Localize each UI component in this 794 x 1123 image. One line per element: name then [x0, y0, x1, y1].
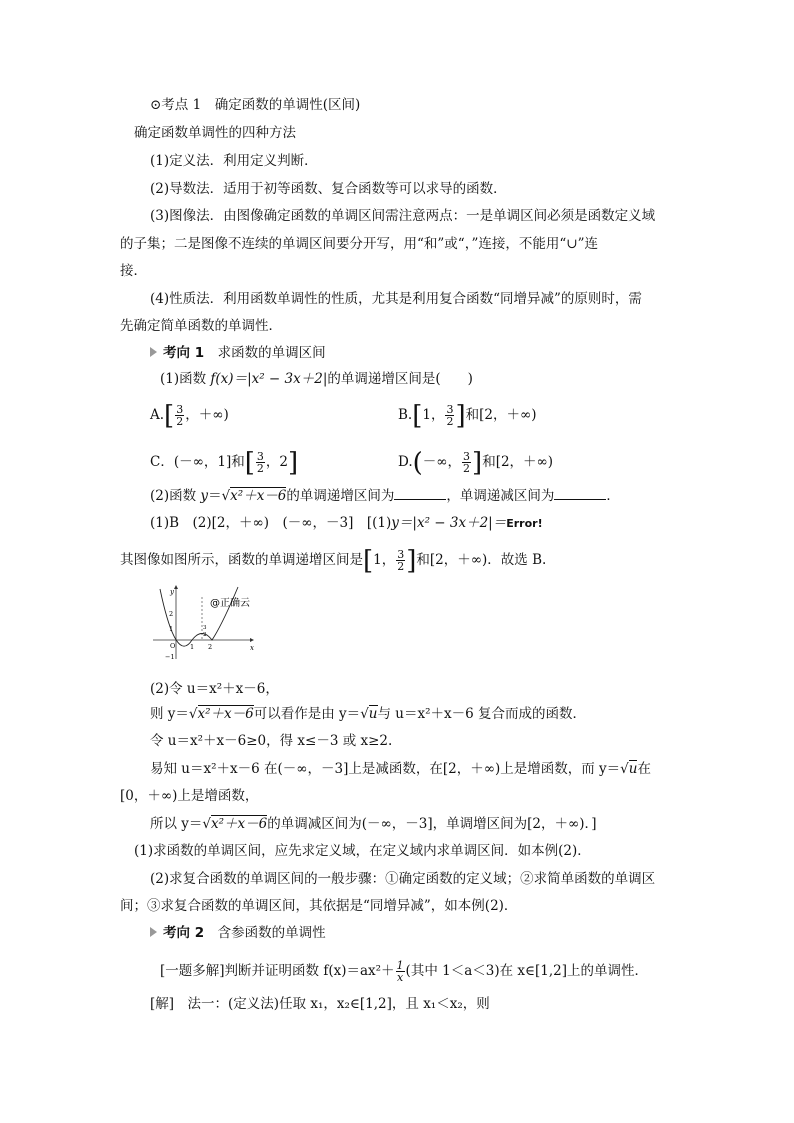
sol2-l2-u: u — [368, 706, 378, 722]
method-1: (1)定义法．利用定义判断． — [150, 153, 318, 169]
option-b-part-2: 和[2，＋∞) — [465, 407, 537, 423]
q2-prefix: (2)函数 — [150, 488, 201, 504]
answer-blank-2[interactable] — [554, 487, 606, 500]
triangle-marker-icon — [150, 927, 157, 937]
q1-stem-suffix: 的单调递增区间是( ) — [327, 371, 473, 387]
methods-heading: 确定函数单调性的四种方法 — [134, 125, 296, 141]
option-c-fraction: $\frac{3}{2}$ — [256, 450, 264, 475]
direction-2-label: 考向 2 — [163, 925, 205, 941]
graph-caption-fraction: $\frac{3}{2}$ — [397, 548, 405, 573]
q2-part-1: 的单调递增区间为 — [286, 488, 395, 504]
option-b: B.[1， $\frac{3}{2}$ ]和[2，＋∞) — [398, 401, 537, 431]
direction-2-title: 含参函数的单调性 — [217, 925, 326, 941]
option-c-label: C． — [150, 454, 174, 470]
frac-3-2-den: 2 — [203, 632, 207, 638]
graph-caption-part-3: 和[2，＋∞)．故选 B. — [416, 552, 547, 568]
tick-2: 2 — [169, 610, 174, 618]
option-a-label: A. — [150, 407, 165, 423]
answer-blank-1[interactable] — [394, 487, 446, 500]
x-label: x — [250, 644, 254, 652]
option-c: C．(－∞，1]和[ $\frac{3}{2}$ ，2] — [150, 448, 299, 478]
answer-part-1: (1)B (2)[2，＋∞) (－∞，－3] [(1) — [150, 515, 392, 531]
sol2-l4-a: 易知 u＝x²＋x－6 在(－∞，－3]上是减函数，在[2，＋∞)上是增函数，而 y＝ — [150, 761, 621, 777]
note-1: (1)求函数的单调区间，应先求定义域，在定义域内求单调区间．如本例(2)． — [134, 843, 591, 859]
option-a-fraction: $\frac{3}{2}$ — [176, 403, 184, 428]
y-label: y — [170, 588, 174, 596]
sol2-l2-radicand: x²＋x－6 — [197, 706, 254, 722]
option-b-label: B. — [398, 407, 413, 423]
section-label: ⊙考点 1 — [150, 97, 202, 113]
q3-part-2: (其中 1＜a＜3)在 x∈[1,2]上的单调性． — [405, 963, 648, 979]
option-d-part-1: －∞， — [422, 454, 462, 470]
method-4-line-2: 先确定简单函数的单调性． — [120, 318, 282, 334]
triangle-marker-icon — [150, 347, 157, 357]
option-b-fraction: $\frac{3}{2}$ — [446, 403, 454, 428]
q2-end: ． — [606, 488, 620, 504]
x-axis-arrow-icon — [250, 638, 254, 642]
answer-line — [150, 514, 543, 533]
sol2-l2-c: 与 u＝x²＋x－6 复合而成的函数． — [377, 706, 587, 722]
method-3-line-1: (3)图像法．由图像确定函数的单调区间需注意两点：一是单调区间必须是函数定义域 — [150, 208, 656, 224]
function-graph — [150, 585, 260, 665]
sol2-line-6: 所以 y＝√x²＋x－6的单调减区间为(－∞，－3]，单调增区间为[2，＋∞)．] — [150, 816, 597, 832]
q2-radicand: x²＋x－6 — [230, 488, 287, 504]
direction-2-heading — [150, 924, 326, 942]
q3-part-1: [一题多解]判断并证明函数 f(x)＝ax²＋ — [160, 963, 395, 979]
note-2-line-2: 间；③求复合函数的单调区间，其依据是“同增异减”，如本例(2)． — [120, 898, 518, 914]
method-2: (2)导数法．适用于初等函数、复合函数等可以求导的函数． — [150, 181, 507, 197]
note-2-line-1: (2)求复合函数的单调区间的一般步骤：①确定函数的定义域；②求简单函数的单调区 — [150, 871, 656, 887]
sol2-line-3: 令 u＝x²＋x－6≥0，得 x≤－3 或 x≥2. — [150, 733, 393, 749]
q3-fraction: $\frac{1}{x}$ — [396, 959, 404, 984]
graph-caption: 其图像如图所示，函数的单调递增区间是[1， $\frac{3}{2}$ ]和[2，＋∞)．故选 B. — [120, 546, 547, 576]
frac-3-2-num: 3 — [203, 625, 207, 631]
section-title: 确定函数的单调性(区间) — [214, 97, 361, 113]
q2-part-2: ，单调递减区间为 — [446, 488, 555, 504]
method-3-line-2: 的子集；二是图像不连续的单调区间要分开写，用“和”或“，”连接，不能用“∪”连 — [120, 236, 598, 252]
x-tick-1: 1 — [190, 643, 195, 651]
question-1-stem — [160, 370, 473, 388]
q1-function: f(x)＝|x² − 3x＋2| — [210, 371, 328, 387]
option-c-part-1: (－∞，1]和 — [173, 454, 245, 470]
option-d: D.(－∞， $\frac{3}{2}$ ]和[2，＋∞) — [398, 448, 554, 478]
solution-start: [解] 法一：(定义法)任取 x₁，x₂∈[1,2]，且 x₁＜x₂，则 — [150, 996, 490, 1012]
direction-1-heading — [150, 344, 326, 362]
graph-caption-part-1: 其图像如图所示，函数的单调递增区间是 — [120, 552, 363, 568]
direction-1-title: 求函数的单调区间 — [217, 345, 326, 361]
option-d-part-2: 和[2，＋∞) — [482, 454, 554, 470]
option-d-fraction: $\frac{3}{2}$ — [463, 450, 471, 475]
sol2-line-1: (2)令 u＝x²＋x－6， — [150, 681, 279, 697]
sol2-line-4: 易知 u＝x²＋x－6 在(－∞，－3]上是减函数，在[2，＋∞)上是增函数，而 y＝√u在 — [150, 761, 651, 777]
method-3-line-3: 接． — [120, 263, 147, 279]
option-c-part-2: ，2 — [265, 454, 288, 470]
sol2-l4-u: u — [628, 761, 638, 777]
option-a: A.[ $\frac{3}{2}$ ，＋∞) — [150, 401, 229, 431]
tick-1: 1 — [169, 625, 174, 633]
direction-1-label: 考向 1 — [163, 345, 205, 361]
origin-label: O — [170, 642, 176, 650]
graph-caption-part-2: 1， — [373, 552, 396, 568]
question-2: (2)函数 y＝√x²＋x－6的单调递增区间为 ，单调递减区间为 ． — [150, 488, 620, 504]
sol2-l6-radicand: x²＋x－6 — [211, 816, 268, 832]
sol2-l4-b: 在 — [637, 761, 651, 777]
sol2-l2-a: 则 y＝ — [150, 706, 189, 722]
sol2-l2-b: 可以看作是由 y＝ — [253, 706, 361, 722]
sol2-line-2: 则 y＝√x²＋x－6可以看作是由 y＝√u与 u＝x²＋x－6 复合而成的函数． — [150, 706, 587, 722]
sol2-l6-a: 所以 y＝ — [150, 816, 203, 832]
error-text: Error! — [506, 517, 543, 530]
question-3 — [160, 960, 648, 983]
watermark-text: @正确云 — [210, 598, 250, 609]
section-heading — [150, 96, 360, 114]
option-d-label: D. — [398, 454, 413, 470]
method-4-line-1: (4)性质法．利用函数单调性的性质，尤其是利用复合函数“同增异减”的原则时，需 — [150, 291, 642, 307]
y-axis-arrow-icon — [174, 585, 178, 589]
tick-minus-1: −1 — [165, 653, 175, 661]
sol2-l6-b: 的单调减区间为(－∞，－3]，单调增区间为[2，＋∞)．] — [267, 816, 597, 832]
q1-stem-prefix: (1)函数 — [160, 371, 211, 387]
option-b-part-1: 1， — [422, 407, 445, 423]
answer-function: y＝|x² − 3x＋2|＝ — [391, 515, 507, 531]
x-tick-2: 2 — [208, 643, 213, 651]
sol2-line-5: [0，＋∞)上是增函数， — [120, 788, 259, 804]
option-a-rest: ，＋∞) — [185, 407, 229, 423]
